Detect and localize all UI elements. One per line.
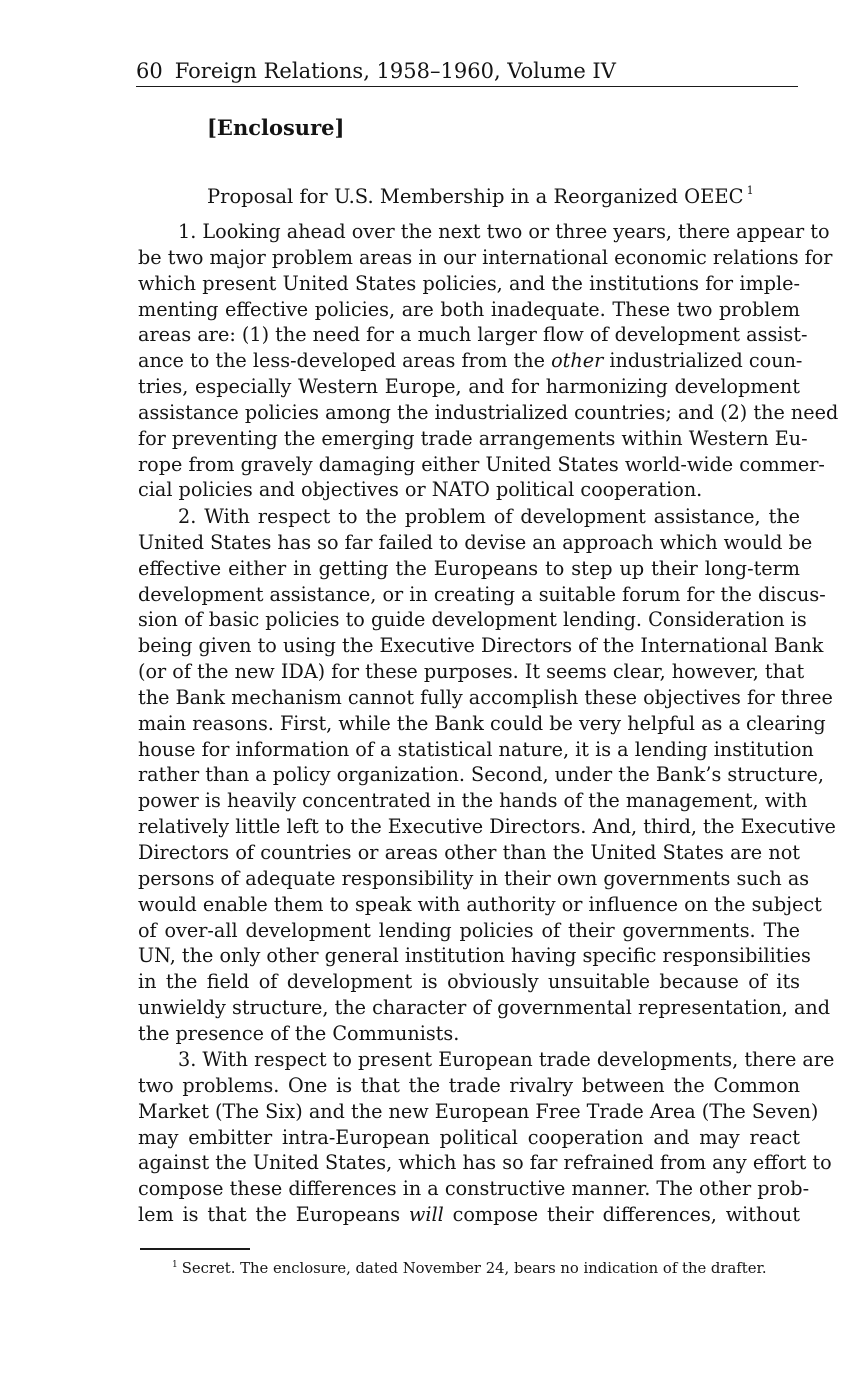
- text-line: [138, 348, 803, 374]
- text-line: rather than a policy organization. Second, under the Bank’s structure,: [138, 763, 824, 787]
- running-head: [136, 56, 798, 87]
- text-line: two problems. One is that the trade rivalry between the Common: [138, 1073, 800, 1097]
- text-line: the presence of the Communists.: [138, 1021, 460, 1045]
- text-line: sion of basic policies to guide development lending. Consideration is: [138, 608, 807, 632]
- text-line: 1. Looking ahead over the next two or three years, there appear to: [178, 220, 830, 243]
- text-line: house for information of a statistical nature, it is a lending institution: [138, 737, 814, 761]
- text-run: industrialized coun-: [603, 349, 803, 373]
- text-line: effective either in getting the Europeans to step up their long-term: [138, 556, 800, 580]
- paragraph-2: [138, 504, 836, 1047]
- page-number: 60: [136, 59, 163, 83]
- text-line: unwieldy structure, the character of governmental representation, and: [138, 996, 831, 1020]
- document-title-line: [207, 176, 754, 212]
- text-line: the Bank mechanism cannot fully accomplish these objectives for three: [138, 685, 833, 709]
- text-line: UN, the only other general institution having specific responsibilities: [138, 944, 811, 968]
- text-line: Directors of countries or areas other than the United States are not: [138, 840, 800, 864]
- text-line: may embitter intra-European political cooperation and may react: [138, 1125, 800, 1149]
- text-line: 3. With respect to present European trade developments, there are: [178, 1048, 835, 1071]
- text-line: menting effective policies, are both inadequate. These two problem: [138, 297, 800, 321]
- text-line: tries, especially Western Europe, and for harmonizing development: [138, 375, 800, 399]
- footnote-reference: 1: [746, 184, 754, 197]
- text-line: main reasons. First, while the Bank could be very helpful as a clearing: [138, 711, 826, 735]
- text-line: be two major problem areas in our international economic relations for: [138, 245, 833, 269]
- text-line: power is heavily concentrated in the hands of the management, with: [138, 789, 808, 813]
- text-line: would enable them to speak with authority or influence on the subject: [138, 892, 822, 916]
- text-line: Market (The Six) and the new European Free Trade Area (The Seven): [138, 1099, 819, 1123]
- text-line: [138, 1202, 800, 1228]
- text-line: compose these differences in a constructive manner. The other prob-: [138, 1177, 810, 1201]
- text-line: of over-all development lending policies of their governments. The: [138, 918, 800, 942]
- text-line: (or of the new IDA) for these purposes. It seems clear, however, that: [138, 660, 805, 684]
- text-line: rope from gravely damaging either United States world-wide commer-: [138, 452, 825, 476]
- text-line: persons of adequate responsibility in their own governments such as: [138, 866, 810, 890]
- footnote-rule: [140, 1248, 250, 1250]
- paragraph-1: [138, 219, 839, 503]
- text-run: compose their differences, without: [443, 1203, 800, 1227]
- text-line: development assistance, or in creating a suitable forum for the discus-: [138, 582, 826, 606]
- footnote-number: 1: [172, 1260, 178, 1270]
- text-line: relatively little left to the Executive Directors. And, third, the Executive: [138, 815, 836, 839]
- paragraph-3: [138, 1047, 835, 1228]
- footnote: [172, 1254, 767, 1280]
- text-run: ance to the less-developed areas from the: [138, 349, 552, 373]
- text-line: in the field of development is obviously unsuitable because of its: [138, 970, 800, 994]
- text-line: which present United States policies, and the institutions for imple-: [138, 271, 800, 295]
- text-line: assistance policies among the industrialized countries; and (2) the need: [138, 400, 839, 424]
- emphasis: will: [408, 1203, 444, 1227]
- text-line: for preventing the emerging trade arrangements within Western Eu-: [138, 426, 808, 450]
- text-line: areas are: (1) the need for a much larger flow of development assist-: [138, 323, 808, 347]
- text-run: lem is that the Europeans: [138, 1203, 409, 1227]
- text-line: cial policies and objectives or NATO political cooperation.: [138, 478, 703, 502]
- running-title: Foreign Relations, 1958–1960, Volume IV: [174, 59, 616, 83]
- text-line: 2. With respect to the problem of development assistance, the: [178, 505, 800, 528]
- text-line: being given to using the Executive Directors of the International Bank: [138, 634, 824, 658]
- emphasis: other: [551, 349, 604, 373]
- footnote-text: Secret. The enclosure, dated November 24, bears no indication of the drafter.: [181, 1260, 767, 1277]
- document-title: Proposal for U.S. Membership in a Reorganized OEEC: [207, 185, 744, 208]
- text-line: United States has so far failed to devise an approach which would be: [138, 530, 813, 554]
- text-line: against the United States, which has so far refrained from any effort to: [138, 1151, 832, 1175]
- enclosure-label: [Enclosure]: [207, 115, 345, 140]
